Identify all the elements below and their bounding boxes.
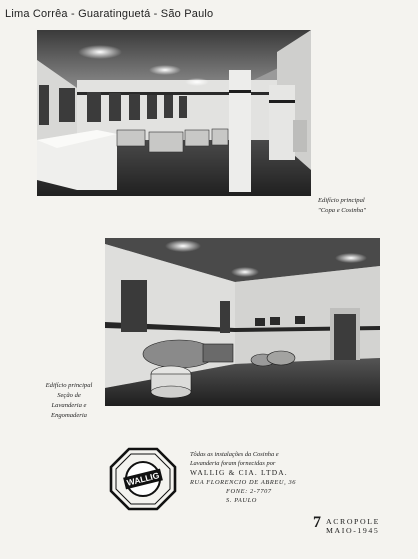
credits-address: RUA FLORENCIO DE ABREU, 36 [190, 479, 297, 486]
laundry-photo-image [105, 238, 380, 406]
credits-line2: Lavanderia foram fornecidas por [190, 460, 276, 467]
laundry-photo [105, 238, 380, 406]
kitchen-photo [37, 30, 311, 196]
page-header: Lima Corrêa - Guaratinguetá - São Paulo [5, 8, 214, 20]
laundry-caption-line2: Seção de [57, 392, 81, 399]
credits-company: WALLIG & CIA. LTDA. [190, 468, 288, 477]
wallig-logo [109, 447, 177, 511]
credits-phone: FONE: 2-7707 [226, 488, 272, 495]
laundry-caption-line4: Engomaderia [51, 412, 87, 419]
magazine-footer [326, 517, 380, 535]
kitchen-photo-image [37, 30, 311, 196]
page-number: 7 [313, 514, 321, 531]
kitchen-caption [318, 196, 408, 216]
magazine-name: ACROPOLE [326, 517, 380, 526]
credits-line1: Tôdas as instalações da Cosinha e [190, 451, 279, 458]
laundry-caption-line3: Lavanderia e [51, 402, 87, 409]
kitchen-caption-line1: Edifício principal [318, 197, 365, 204]
wallig-logo-mark [109, 447, 177, 511]
credits-city: S. PAULO [226, 497, 257, 504]
laundry-caption [34, 381, 104, 421]
wallig-logo-text: WALLIG [125, 470, 161, 488]
kitchen-caption-line2: "Copa e Cosinha" [318, 207, 367, 214]
laundry-caption-line1: Edifício principal [45, 382, 93, 389]
magazine-date: MAIO-1945 [326, 526, 380, 535]
supplier-credits [190, 450, 320, 505]
